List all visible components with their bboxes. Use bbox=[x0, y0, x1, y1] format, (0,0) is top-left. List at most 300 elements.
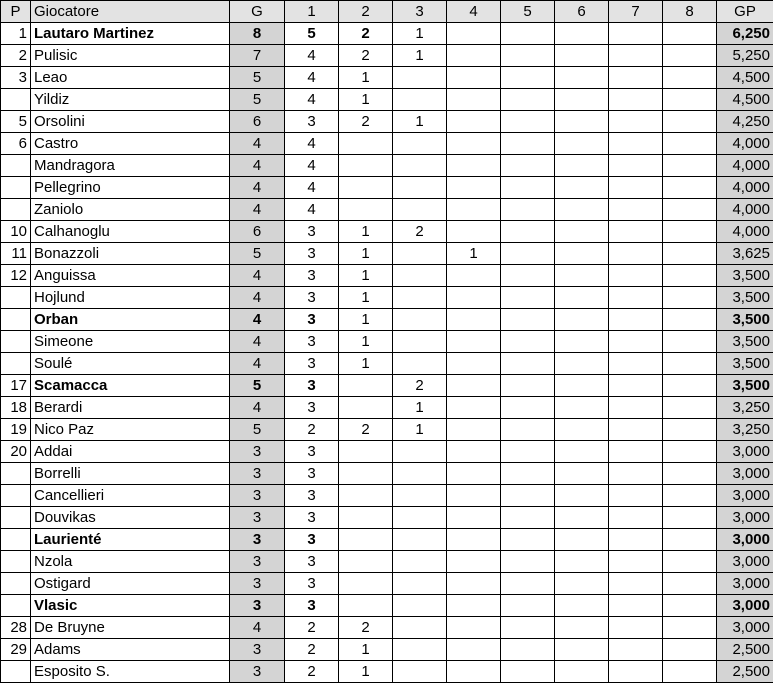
col-5-cell bbox=[501, 639, 555, 661]
gp-cell: 3,000 bbox=[717, 617, 773, 639]
position-cell bbox=[1, 353, 31, 375]
col-4-cell bbox=[447, 111, 501, 133]
col-6-cell bbox=[555, 485, 609, 507]
position-cell bbox=[1, 331, 31, 353]
position-cell bbox=[1, 287, 31, 309]
col-5-cell bbox=[501, 265, 555, 287]
col-3-cell bbox=[393, 89, 447, 111]
table-row bbox=[1, 375, 773, 397]
gp-cell: 3,000 bbox=[717, 441, 773, 463]
games-cell: 3 bbox=[230, 639, 285, 661]
col-6-cell bbox=[555, 177, 609, 199]
position-cell bbox=[1, 661, 31, 683]
col-6-cell bbox=[555, 287, 609, 309]
games-cell: 4 bbox=[230, 617, 285, 639]
col-5-cell bbox=[501, 45, 555, 67]
col-4-cell bbox=[447, 529, 501, 551]
gp-cell: 3,000 bbox=[717, 573, 773, 595]
col-1-cell: 4 bbox=[285, 199, 339, 221]
col-1-cell: 3 bbox=[285, 507, 339, 529]
col-6-cell bbox=[555, 199, 609, 221]
table-row bbox=[1, 353, 773, 375]
col-3-cell bbox=[393, 309, 447, 331]
table-row bbox=[1, 23, 773, 45]
position-cell: 10 bbox=[1, 221, 31, 243]
player-name-cell: Mandragora bbox=[31, 155, 230, 177]
games-cell: 3 bbox=[230, 595, 285, 617]
games-cell: 3 bbox=[230, 661, 285, 683]
col-3-cell bbox=[393, 441, 447, 463]
gp-cell: 3,500 bbox=[717, 287, 773, 309]
games-cell: 4 bbox=[230, 397, 285, 419]
col-7-cell bbox=[609, 243, 663, 265]
col-4-cell bbox=[447, 309, 501, 331]
col-1-cell: 3 bbox=[285, 463, 339, 485]
col-2-cell: 1 bbox=[339, 89, 393, 111]
position-cell: 28 bbox=[1, 617, 31, 639]
col-5-cell bbox=[501, 221, 555, 243]
col-4-cell bbox=[447, 485, 501, 507]
col-6-cell bbox=[555, 155, 609, 177]
position-cell: 3 bbox=[1, 67, 31, 89]
header-row bbox=[1, 1, 773, 23]
col-4-cell bbox=[447, 331, 501, 353]
col-2-cell bbox=[339, 441, 393, 463]
col-1-cell: 2 bbox=[285, 419, 339, 441]
table-row bbox=[1, 331, 773, 353]
table-row bbox=[1, 551, 773, 573]
col-7-cell bbox=[609, 375, 663, 397]
gp-cell: 3,000 bbox=[717, 595, 773, 617]
gp-cell: 3,500 bbox=[717, 331, 773, 353]
table-row bbox=[1, 507, 773, 529]
col-3-cell: 1 bbox=[393, 111, 447, 133]
col-5-cell bbox=[501, 463, 555, 485]
col-6-cell bbox=[555, 419, 609, 441]
table-row bbox=[1, 67, 773, 89]
col-3-cell bbox=[393, 243, 447, 265]
col-4-cell bbox=[447, 639, 501, 661]
col-6-cell bbox=[555, 529, 609, 551]
col-5-cell bbox=[501, 133, 555, 155]
table-row bbox=[1, 419, 773, 441]
col-1-cell: 3 bbox=[285, 485, 339, 507]
col-2-cell: 1 bbox=[339, 661, 393, 683]
games-cell: 3 bbox=[230, 441, 285, 463]
col-3-cell bbox=[393, 617, 447, 639]
col-2-cell bbox=[339, 507, 393, 529]
col-5-cell bbox=[501, 155, 555, 177]
col-2-cell bbox=[339, 551, 393, 573]
position-cell bbox=[1, 463, 31, 485]
col-2-cell bbox=[339, 133, 393, 155]
position-cell: 1 bbox=[1, 23, 31, 45]
gp-cell: 3,000 bbox=[717, 463, 773, 485]
player-name-cell: De Bruyne bbox=[31, 617, 230, 639]
col-1-cell: 2 bbox=[285, 617, 339, 639]
col-8-cell bbox=[663, 265, 717, 287]
col-8-cell bbox=[663, 67, 717, 89]
col-5-cell bbox=[501, 67, 555, 89]
player-name-cell: Vlasic bbox=[31, 595, 230, 617]
col-3-cell bbox=[393, 155, 447, 177]
col-3-cell bbox=[393, 529, 447, 551]
player-name-cell: Simeone bbox=[31, 331, 230, 353]
col-5-cell bbox=[501, 287, 555, 309]
table-row bbox=[1, 133, 773, 155]
table-row bbox=[1, 287, 773, 309]
col-5-cell bbox=[501, 661, 555, 683]
col-4-cell bbox=[447, 573, 501, 595]
col-4-cell bbox=[447, 617, 501, 639]
col-7-cell bbox=[609, 287, 663, 309]
col-2-cell: 2 bbox=[339, 617, 393, 639]
games-cell: 4 bbox=[230, 353, 285, 375]
col-8-cell bbox=[663, 199, 717, 221]
games-cell: 5 bbox=[230, 419, 285, 441]
player-name-cell: Nico Paz bbox=[31, 419, 230, 441]
table-row bbox=[1, 243, 773, 265]
player-name-cell: Anguissa bbox=[31, 265, 230, 287]
col-4-cell bbox=[447, 441, 501, 463]
position-cell bbox=[1, 155, 31, 177]
col-4-cell bbox=[447, 397, 501, 419]
col-4-cell bbox=[447, 551, 501, 573]
player-name-cell: Pulisic bbox=[31, 45, 230, 67]
col-5-cell bbox=[501, 89, 555, 111]
col-4-cell bbox=[447, 45, 501, 67]
col-2-cell bbox=[339, 199, 393, 221]
col-8-cell bbox=[663, 177, 717, 199]
col-6-cell bbox=[555, 441, 609, 463]
games-cell: 4 bbox=[230, 309, 285, 331]
col-1-cell: 4 bbox=[285, 89, 339, 111]
col-8-cell bbox=[663, 23, 717, 45]
col-8-cell bbox=[663, 595, 717, 617]
col-5-cell bbox=[501, 551, 555, 573]
table-row bbox=[1, 661, 773, 683]
player-name-cell: Bonazzoli bbox=[31, 243, 230, 265]
position-cell: 18 bbox=[1, 397, 31, 419]
col-7-cell bbox=[609, 265, 663, 287]
gp-cell: 3,250 bbox=[717, 419, 773, 441]
table-row bbox=[1, 529, 773, 551]
col-3-cell bbox=[393, 639, 447, 661]
col-6-cell bbox=[555, 243, 609, 265]
col-3-cell: 1 bbox=[393, 419, 447, 441]
col-3-cell bbox=[393, 485, 447, 507]
col-3-cell bbox=[393, 661, 447, 683]
col-3-cell bbox=[393, 67, 447, 89]
col-2-cell: 1 bbox=[339, 265, 393, 287]
position-cell bbox=[1, 309, 31, 331]
col-1-cell: 3 bbox=[285, 353, 339, 375]
col-6-cell bbox=[555, 89, 609, 111]
games-cell: 4 bbox=[230, 199, 285, 221]
col-8-cell bbox=[663, 133, 717, 155]
table-row bbox=[1, 441, 773, 463]
games-cell: 3 bbox=[230, 551, 285, 573]
table-row bbox=[1, 463, 773, 485]
gp-cell: 4,500 bbox=[717, 67, 773, 89]
col-8-cell bbox=[663, 287, 717, 309]
col-6-cell bbox=[555, 639, 609, 661]
games-cell: 3 bbox=[230, 507, 285, 529]
col-7-cell bbox=[609, 617, 663, 639]
col-5-cell bbox=[501, 617, 555, 639]
col-5-cell bbox=[501, 419, 555, 441]
col-1-cell: 3 bbox=[285, 375, 339, 397]
games-cell: 3 bbox=[230, 573, 285, 595]
position-cell: 20 bbox=[1, 441, 31, 463]
col-7-cell bbox=[609, 419, 663, 441]
gp-cell: 4,000 bbox=[717, 133, 773, 155]
player-name-cell: Nzola bbox=[31, 551, 230, 573]
col-3-cell bbox=[393, 551, 447, 573]
position-cell bbox=[1, 89, 31, 111]
col-5-cell bbox=[501, 441, 555, 463]
games-cell: 3 bbox=[230, 463, 285, 485]
games-cell: 4 bbox=[230, 133, 285, 155]
col-4-cell: 1 bbox=[447, 243, 501, 265]
col-8-cell bbox=[663, 221, 717, 243]
col-1-cell: 3 bbox=[285, 573, 339, 595]
player-name-cell: Soulé bbox=[31, 353, 230, 375]
position-cell bbox=[1, 199, 31, 221]
col-1-cell: 3 bbox=[285, 397, 339, 419]
col-8-cell bbox=[663, 45, 717, 67]
col-8-cell bbox=[663, 155, 717, 177]
player-name-cell: Lautaro Martinez bbox=[31, 23, 230, 45]
games-cell: 4 bbox=[230, 177, 285, 199]
col-4-cell bbox=[447, 67, 501, 89]
col-8-cell bbox=[663, 111, 717, 133]
col-8-cell bbox=[663, 617, 717, 639]
col-1-cell: 3 bbox=[285, 309, 339, 331]
col-4-cell bbox=[447, 265, 501, 287]
col-3-cell bbox=[393, 199, 447, 221]
position-cell bbox=[1, 507, 31, 529]
col-1-cell: 4 bbox=[285, 155, 339, 177]
col-7-cell bbox=[609, 199, 663, 221]
col-5-cell bbox=[501, 177, 555, 199]
col-1-cell: 3 bbox=[285, 441, 339, 463]
col-4-cell bbox=[447, 595, 501, 617]
col-6-cell bbox=[555, 265, 609, 287]
games-cell: 4 bbox=[230, 287, 285, 309]
gp-cell: 3,625 bbox=[717, 243, 773, 265]
col-5-cell bbox=[501, 507, 555, 529]
col-7-cell bbox=[609, 639, 663, 661]
gp-cell: 5,250 bbox=[717, 45, 773, 67]
table-row bbox=[1, 155, 773, 177]
header-cell-g: G bbox=[230, 1, 285, 23]
col-2-cell: 1 bbox=[339, 331, 393, 353]
gp-cell: 3,250 bbox=[717, 397, 773, 419]
gp-cell: 3,500 bbox=[717, 353, 773, 375]
gp-cell: 3,500 bbox=[717, 309, 773, 331]
gp-cell: 2,500 bbox=[717, 639, 773, 661]
col-3-cell bbox=[393, 177, 447, 199]
gp-cell: 4,000 bbox=[717, 199, 773, 221]
player-name-cell: Castro bbox=[31, 133, 230, 155]
col-3-cell bbox=[393, 331, 447, 353]
col-5-cell bbox=[501, 309, 555, 331]
col-4-cell bbox=[447, 221, 501, 243]
col-2-cell bbox=[339, 155, 393, 177]
col-1-cell: 3 bbox=[285, 287, 339, 309]
col-5-cell bbox=[501, 397, 555, 419]
games-cell: 5 bbox=[230, 375, 285, 397]
col-1-cell: 3 bbox=[285, 111, 339, 133]
col-7-cell bbox=[609, 23, 663, 45]
col-3-cell bbox=[393, 353, 447, 375]
player-name-cell: Cancellieri bbox=[31, 485, 230, 507]
col-2-cell: 1 bbox=[339, 639, 393, 661]
table-row bbox=[1, 199, 773, 221]
gp-cell: 3,000 bbox=[717, 551, 773, 573]
col-7-cell bbox=[609, 463, 663, 485]
col-1-cell: 3 bbox=[285, 595, 339, 617]
col-8-cell bbox=[663, 529, 717, 551]
player-name-cell: Addai bbox=[31, 441, 230, 463]
col-3-cell bbox=[393, 573, 447, 595]
col-3-cell: 2 bbox=[393, 375, 447, 397]
player-name-cell: Esposito S. bbox=[31, 661, 230, 683]
games-cell: 3 bbox=[230, 529, 285, 551]
table-row bbox=[1, 177, 773, 199]
header-cell-7: 7 bbox=[609, 1, 663, 23]
col-6-cell bbox=[555, 309, 609, 331]
col-5-cell bbox=[501, 485, 555, 507]
col-6-cell bbox=[555, 573, 609, 595]
col-7-cell bbox=[609, 441, 663, 463]
games-cell: 5 bbox=[230, 67, 285, 89]
position-cell: 6 bbox=[1, 133, 31, 155]
gp-cell: 3,000 bbox=[717, 529, 773, 551]
header-cell-2: 2 bbox=[339, 1, 393, 23]
col-1-cell: 4 bbox=[285, 177, 339, 199]
position-cell bbox=[1, 529, 31, 551]
player-name-cell: Ostigard bbox=[31, 573, 230, 595]
gp-cell: 4,500 bbox=[717, 89, 773, 111]
player-name-cell: Douvikas bbox=[31, 507, 230, 529]
col-1-cell: 3 bbox=[285, 529, 339, 551]
col-1-cell: 4 bbox=[285, 45, 339, 67]
position-cell bbox=[1, 573, 31, 595]
col-2-cell bbox=[339, 573, 393, 595]
col-7-cell bbox=[609, 331, 663, 353]
col-5-cell bbox=[501, 111, 555, 133]
player-name-cell: Yildiz bbox=[31, 89, 230, 111]
col-2-cell bbox=[339, 177, 393, 199]
position-cell: 2 bbox=[1, 45, 31, 67]
col-6-cell bbox=[555, 551, 609, 573]
table-row bbox=[1, 485, 773, 507]
player-name-cell: Scamacca bbox=[31, 375, 230, 397]
table-row bbox=[1, 595, 773, 617]
col-8-cell bbox=[663, 551, 717, 573]
col-3-cell bbox=[393, 287, 447, 309]
position-cell bbox=[1, 485, 31, 507]
col-4-cell bbox=[447, 463, 501, 485]
col-7-cell bbox=[609, 45, 663, 67]
col-8-cell bbox=[663, 89, 717, 111]
player-name-cell: Zaniolo bbox=[31, 199, 230, 221]
player-name-cell: Hojlund bbox=[31, 287, 230, 309]
col-7-cell bbox=[609, 397, 663, 419]
col-2-cell: 1 bbox=[339, 309, 393, 331]
position-cell bbox=[1, 177, 31, 199]
col-2-cell bbox=[339, 463, 393, 485]
header-cell-6: 6 bbox=[555, 1, 609, 23]
col-7-cell bbox=[609, 155, 663, 177]
col-6-cell bbox=[555, 375, 609, 397]
header-cell-3: 3 bbox=[393, 1, 447, 23]
col-6-cell bbox=[555, 397, 609, 419]
col-7-cell bbox=[609, 573, 663, 595]
games-cell: 5 bbox=[230, 89, 285, 111]
position-cell: 5 bbox=[1, 111, 31, 133]
col-5-cell bbox=[501, 243, 555, 265]
col-7-cell bbox=[609, 111, 663, 133]
col-3-cell: 1 bbox=[393, 23, 447, 45]
col-8-cell bbox=[663, 639, 717, 661]
col-2-cell: 1 bbox=[339, 287, 393, 309]
col-8-cell bbox=[663, 375, 717, 397]
table-row bbox=[1, 309, 773, 331]
col-6-cell bbox=[555, 661, 609, 683]
col-5-cell bbox=[501, 199, 555, 221]
col-3-cell bbox=[393, 507, 447, 529]
col-6-cell bbox=[555, 111, 609, 133]
table-body bbox=[1, 23, 773, 683]
col-2-cell: 1 bbox=[339, 353, 393, 375]
player-name-cell: Pellegrino bbox=[31, 177, 230, 199]
col-1-cell: 3 bbox=[285, 331, 339, 353]
player-name-cell: Laurienté bbox=[31, 529, 230, 551]
col-2-cell bbox=[339, 485, 393, 507]
col-5-cell bbox=[501, 595, 555, 617]
position-cell: 19 bbox=[1, 419, 31, 441]
gp-cell: 2,500 bbox=[717, 661, 773, 683]
table-row bbox=[1, 221, 773, 243]
gp-cell: 3,000 bbox=[717, 485, 773, 507]
games-cell: 4 bbox=[230, 265, 285, 287]
games-cell: 8 bbox=[230, 23, 285, 45]
col-1-cell: 2 bbox=[285, 661, 339, 683]
col-5-cell bbox=[501, 353, 555, 375]
col-3-cell bbox=[393, 463, 447, 485]
col-8-cell bbox=[663, 397, 717, 419]
player-name-cell: Orban bbox=[31, 309, 230, 331]
col-6-cell bbox=[555, 507, 609, 529]
gp-cell: 3,500 bbox=[717, 375, 773, 397]
col-2-cell bbox=[339, 397, 393, 419]
col-2-cell: 2 bbox=[339, 419, 393, 441]
col-1-cell: 5 bbox=[285, 23, 339, 45]
col-2-cell bbox=[339, 375, 393, 397]
header-cell-pos: P bbox=[1, 1, 31, 23]
col-4-cell bbox=[447, 23, 501, 45]
position-cell: 29 bbox=[1, 639, 31, 661]
col-3-cell: 1 bbox=[393, 45, 447, 67]
col-8-cell bbox=[663, 485, 717, 507]
games-cell: 4 bbox=[230, 331, 285, 353]
col-2-cell: 1 bbox=[339, 221, 393, 243]
col-8-cell bbox=[663, 309, 717, 331]
col-5-cell bbox=[501, 331, 555, 353]
